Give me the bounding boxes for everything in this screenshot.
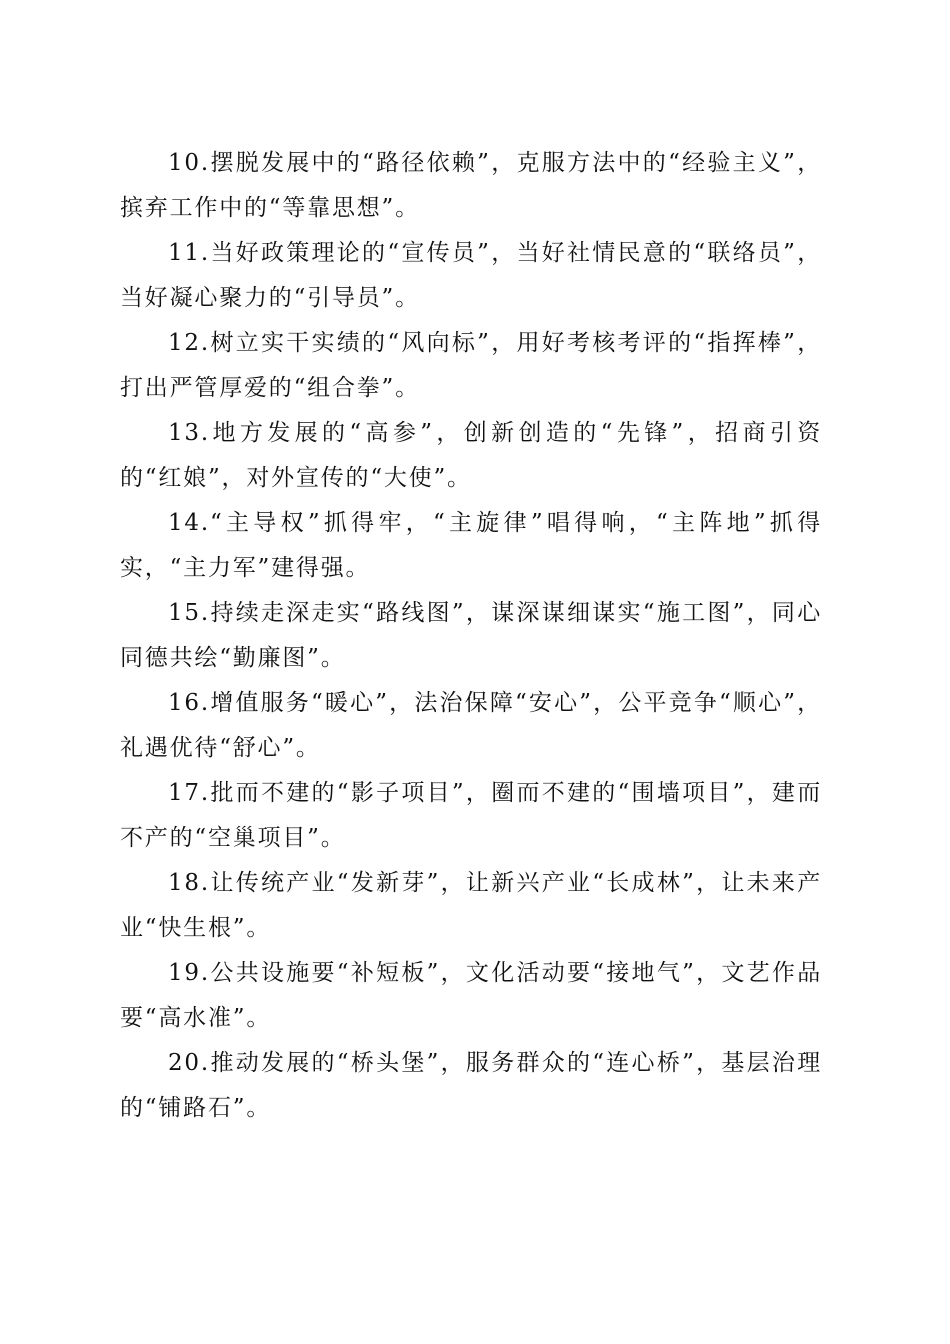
paragraph-12: 12.树立实干实绩的“风向标”，用好考核考评的“指挥棒”，打出严管厚爱的“组合拳”。: [120, 330, 822, 401]
paragraph-13: 13.地方发展的“高参”，创新创造的“先锋”，招商引资的“红娘”，对外宣传的“大使”。: [120, 420, 822, 491]
paragraph-17: 17.批而不建的“影子项目”，圈而不建的“围墙项目”，建而不产的“空巢项目”。: [120, 780, 822, 851]
paragraph-11: 11.当好政策理论的“宣传员”，当好社情民意的“联络员”，当好凝心聚力的“引导员”。: [120, 240, 822, 311]
paragraph-18: 18.让传统产业“发新芽”，让新兴产业“长成林”，让未来产业“快生根”。: [120, 870, 822, 941]
paragraph-19: 19.公共设施要“补短板”，文化活动要“接地气”，文艺作品要“高水准”。: [120, 960, 822, 1031]
paragraph-20: 20.推动发展的“桥头堡”，服务群众的“连心桥”，基层治理的“铺路石”。: [120, 1050, 822, 1121]
paragraph-15: 15.持续走深走实“路线图”，谋深谋细谋实“施工图”，同心同德共绘“勤廉图”。: [120, 600, 822, 671]
paragraph-10: 10.摆脱发展中的“路径依赖”，克服方法中的“经验主义”，摈弃工作中的“等靠思想”。: [120, 150, 822, 221]
paragraph-16: 16.增值服务“暖心”，法治保障“安心”，公平竞争“顺心”，礼遇优待“舒心”。: [120, 690, 822, 761]
document-body: [120, 141, 822, 1131]
paragraph-14: 14.“主导权”抓得牢，“主旋律”唱得响，“主阵地”抓得实，“主力军”建得强。: [120, 510, 822, 581]
